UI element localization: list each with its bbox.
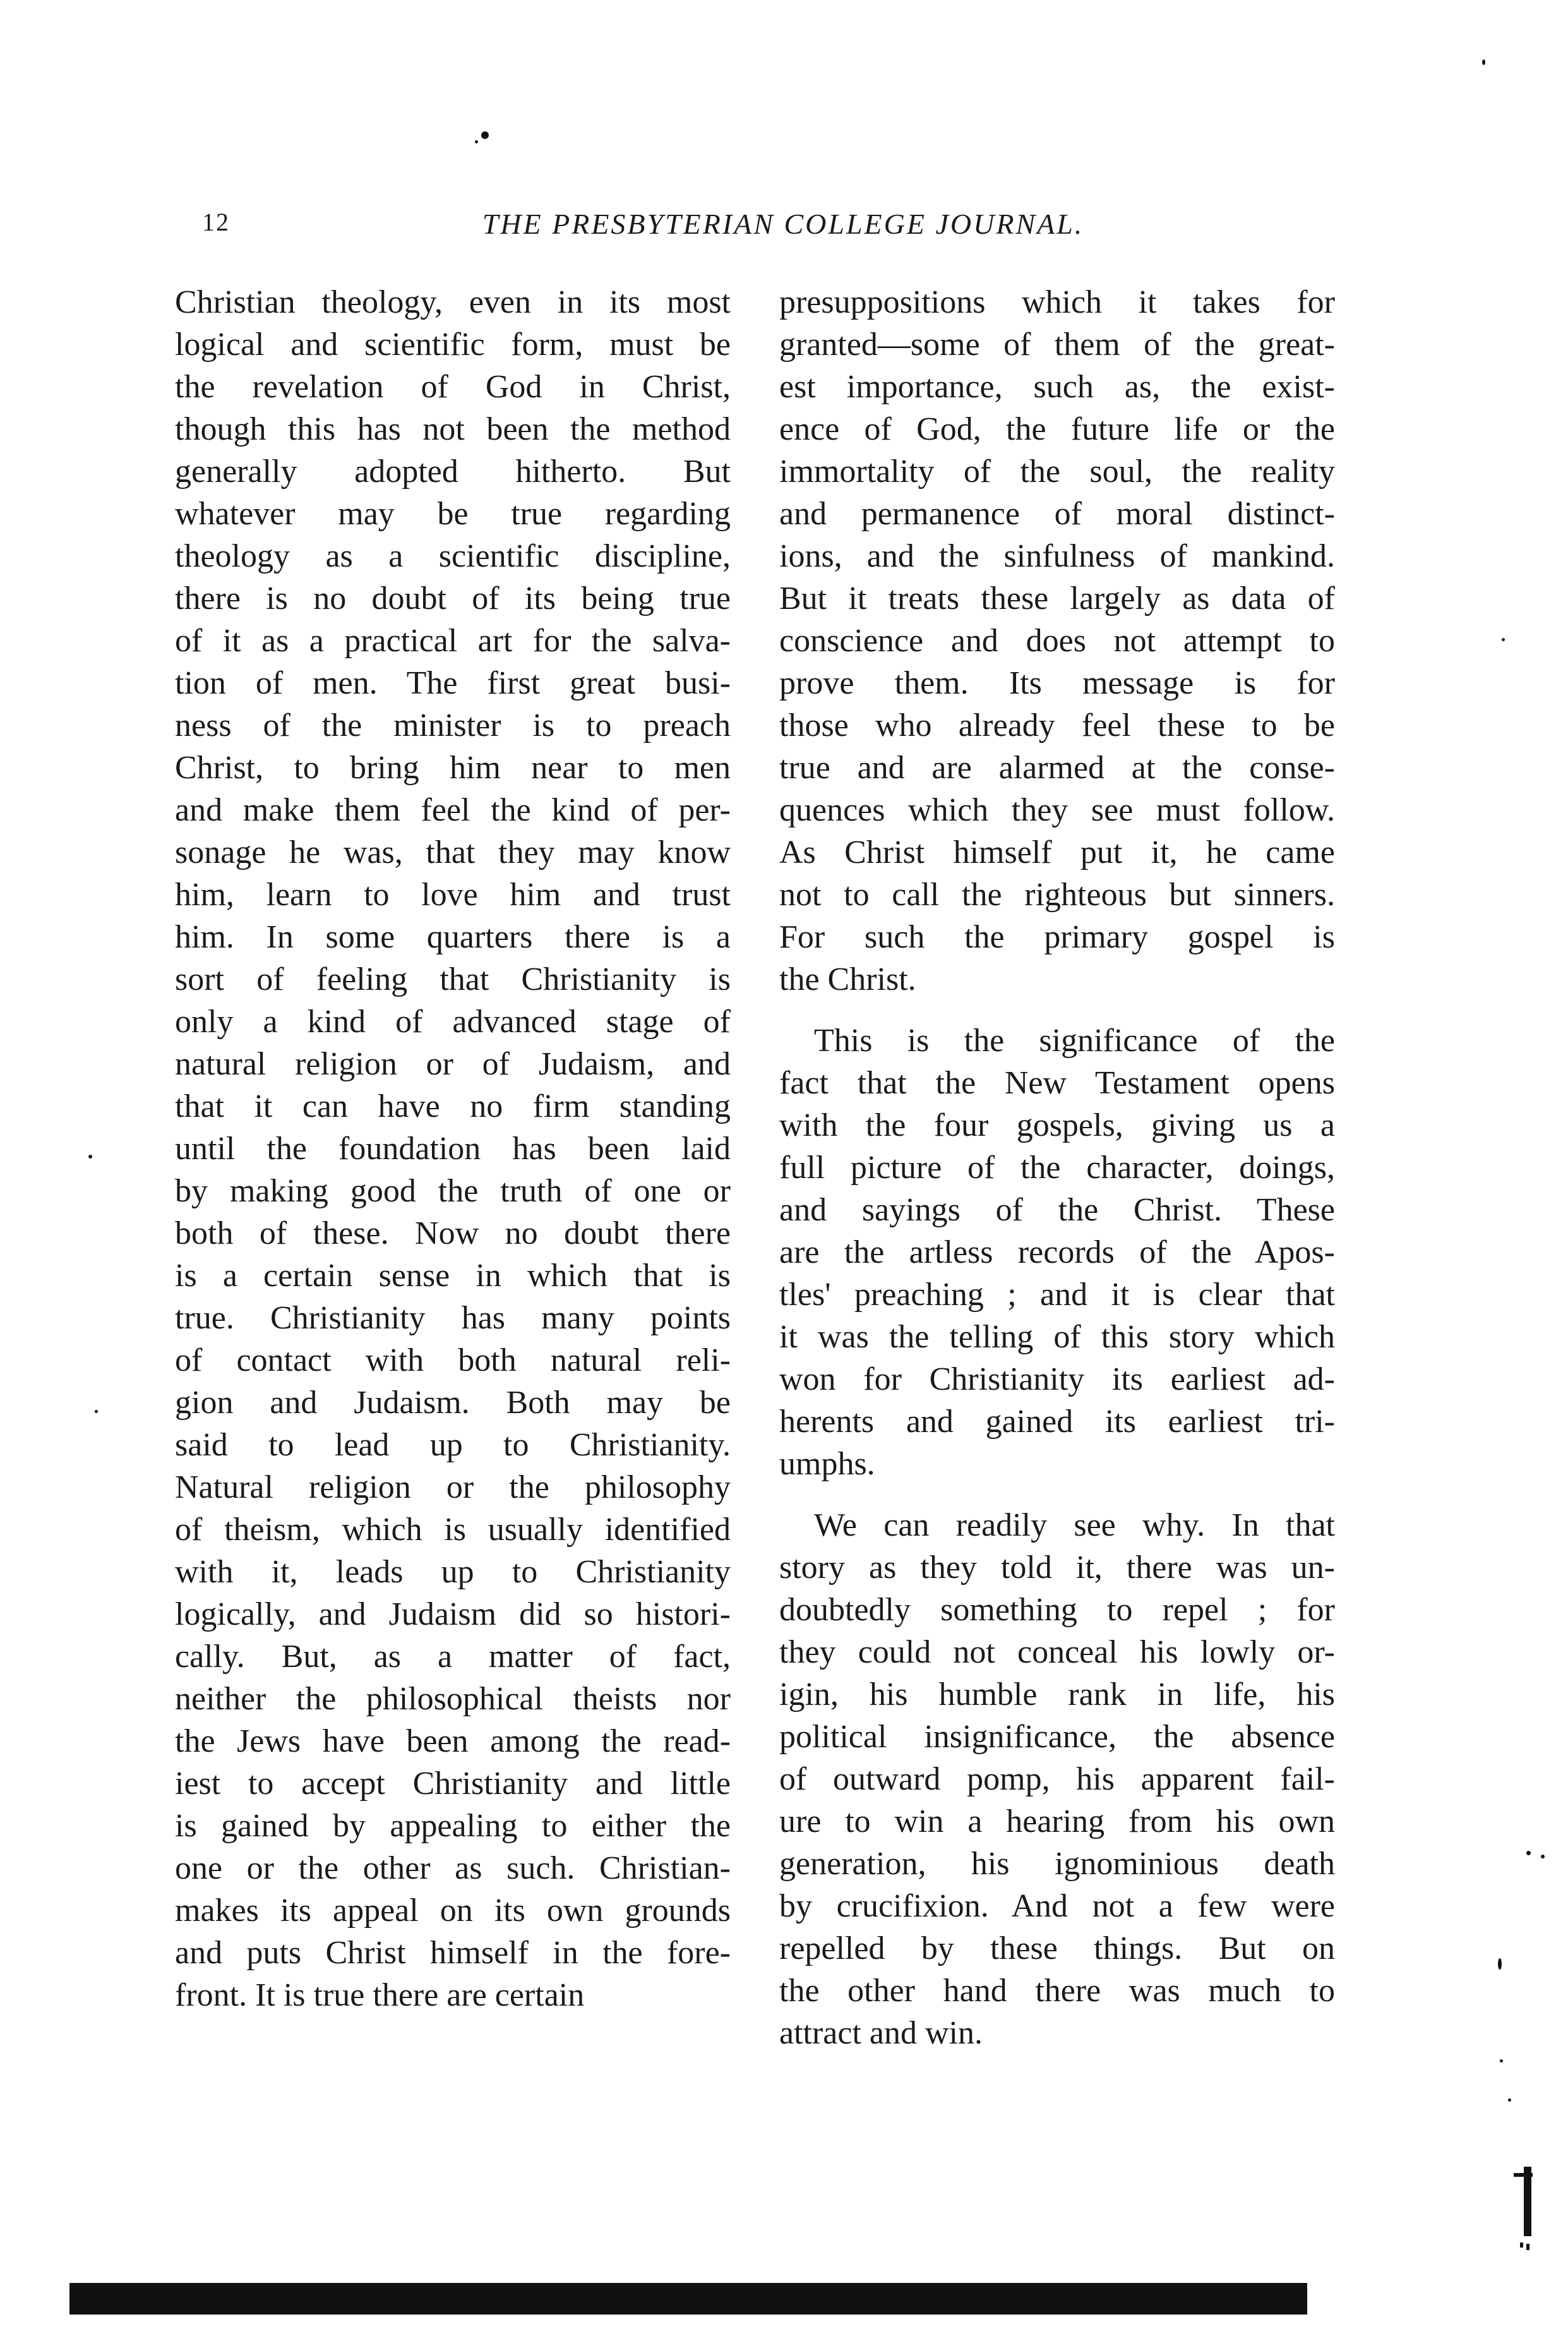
text-line: logical and scientific form, must be (175, 327, 731, 363)
text-line: that it can have no firm standing (175, 1088, 731, 1124)
text-line: is gained by appealing to either the (175, 1808, 731, 1844)
text-line: tles' preaching ; and it is clear that (779, 1277, 1335, 1313)
text-line: said to lead up to Christianity. (175, 1427, 731, 1463)
text-line: him. In some quarters there is a (175, 919, 731, 955)
text-line: As Christ himself put it, he came (779, 834, 1335, 870)
text-line: it was the telling of this story which (779, 1319, 1335, 1355)
text-line: Christian theology, even in its most (175, 284, 731, 320)
text-line: political insignificance, the absence (779, 1719, 1335, 1755)
text-line: repelled by these things. But on (779, 1930, 1335, 1966)
paragraph (779, 281, 1335, 1001)
ink-speck (1526, 1851, 1531, 1855)
text-line: theology as a scientific discipline, (175, 538, 731, 574)
paragraph (175, 281, 731, 2016)
text-line: gion and Judaism. Both may be (175, 1385, 731, 1421)
left-column (175, 281, 731, 2016)
text-line: iest to accept Christianity and little (175, 1766, 731, 1802)
text-line: they could not conceal his lowly or- (779, 1634, 1335, 1670)
text-line: We can readily see why. In that (814, 1507, 1335, 1543)
text-line: For such the primary gospel is (779, 919, 1335, 955)
text-line: attract and win. (779, 2015, 983, 2051)
text-line: prove them. Its message is for (779, 665, 1335, 701)
text-line: granted—some of them of the great- (779, 327, 1335, 363)
text-line: ness of the minister is to preach (175, 707, 731, 744)
text-line: logically, and Judaism did so histori- (175, 1596, 731, 1632)
text-line: and make them feel the kind of per- (175, 792, 731, 828)
text-line: generally adopted hitherto. But (175, 454, 731, 490)
right-column (779, 281, 1335, 2054)
text-line: full picture of the character, doings, (779, 1150, 1335, 1186)
text-line: of theism, which is usually identified (175, 1512, 731, 1548)
text-line: though this has not been the method (175, 411, 731, 447)
text-line: by making good the truth of one or (175, 1173, 731, 1209)
paragraph-gap (779, 1485, 1335, 1504)
text-line: won for Christianity its earliest ad- (779, 1361, 1335, 1397)
text-line: by crucifixion. And not a few were (779, 1888, 1335, 1924)
text-line: sonage he was, that they may know (175, 834, 731, 870)
paragraph (779, 1020, 1335, 1485)
page-number: 12 (202, 208, 230, 236)
text-line: But it treats these largely as data of (779, 581, 1335, 617)
text-line: until the foundation has been laid (175, 1131, 731, 1167)
text-line: of contact with both natural reli- (175, 1342, 731, 1378)
text-line: umphs. (779, 1446, 875, 1482)
text-line: natural religion or of Judaism, and (175, 1046, 731, 1082)
text-line: him, learn to love him and trust (175, 877, 731, 913)
text-line: neither the philosophical theists nor (175, 1681, 731, 1717)
text-line: herents and gained its earliest tri- (779, 1404, 1335, 1440)
text-line: the other hand there was much to (779, 1973, 1335, 2009)
text-line: are the artless records of the Apos- (779, 1234, 1335, 1270)
ink-speck (1498, 1958, 1502, 1970)
text-line: ions, and the sinfulness of mankind. (779, 538, 1335, 574)
ink-speck (1500, 2059, 1503, 2062)
ink-speck (1502, 638, 1505, 641)
text-line: ence of God, the future life or the (779, 411, 1335, 447)
paragraph-gap (779, 1001, 1335, 1020)
text-line: with the four gospels, giving us a (779, 1107, 1335, 1143)
text-line: cally. But, as a matter of fact, (175, 1639, 731, 1675)
text-line: generation, his ignominious death (779, 1846, 1335, 1882)
text-line: igin, his humble rank in life, his (779, 1677, 1335, 1713)
ink-speck (88, 1155, 92, 1159)
text-line: doubtedly something to repel ; for (779, 1592, 1335, 1628)
ink-speck (1541, 1855, 1545, 1858)
text-line: fact that the New Testament opens (779, 1065, 1335, 1101)
ink-speck (1508, 2098, 1511, 2102)
text-line: only a kind of advanced stage of (175, 1004, 731, 1040)
text-line: ure to win a hearing from his own (779, 1803, 1335, 1839)
scan-mark (1512, 2160, 1538, 2255)
text-line: both of these. Now no doubt there (175, 1215, 731, 1251)
text-line: the Christ. (779, 961, 916, 997)
scan-edge-bar (69, 2283, 1307, 2315)
text-line: and puts Christ himself in the fore- (175, 1935, 731, 1971)
text-line: presuppositions which it takes for (779, 284, 1335, 320)
text-line: Natural religion or the philosophy (175, 1469, 731, 1505)
ink-speck (475, 140, 478, 143)
text-line: is a certain sense in which that is (175, 1258, 731, 1294)
paragraph (779, 1504, 1335, 2054)
running-header (0, 207, 1568, 245)
text-line: and sayings of the Christ. These (779, 1192, 1335, 1228)
text-line: the Jews have been among the read- (175, 1723, 731, 1759)
text-line: story as they told it, there was un- (779, 1550, 1335, 1586)
text-line: whatever may be true regarding (175, 496, 731, 532)
text-line: Christ, to bring him near to men (175, 750, 731, 786)
text-line: This is the significance of the (814, 1023, 1335, 1059)
ink-speck (481, 131, 489, 139)
text-line: quences which they see must follow. (779, 792, 1335, 828)
ink-speck (95, 1410, 98, 1413)
running-title: THE PRESBYTERIAN COLLEGE JOURNAL. (482, 208, 1084, 240)
text-line: one or the other as such. Christian- (175, 1850, 731, 1886)
text-line: true. Christianity has many points (175, 1300, 731, 1336)
text-line: of it as a practical art for the salva- (175, 623, 731, 659)
text-line: those who already feel these to be (779, 707, 1335, 744)
text-line: conscience and does not attempt to (779, 623, 1335, 659)
text-line: est importance, such as, the exist- (779, 369, 1335, 405)
text-line: with it, leads up to Christianity (175, 1554, 731, 1590)
text-line: tion of men. The first great busi- (175, 665, 731, 701)
text-line: there is no doubt of its being true (175, 581, 731, 617)
text-line: not to call the righteous but sinners. (779, 877, 1335, 913)
text-line: front. It is true there are certain (175, 1977, 585, 2013)
text-line: sort of feeling that Christianity is (175, 961, 731, 997)
text-line: and permanence of moral distinct- (779, 496, 1335, 532)
text-line: immortality of the soul, the reality (779, 454, 1335, 490)
text-line: of outward pomp, his apparent fail- (779, 1761, 1335, 1797)
text-line: makes its appeal on its own grounds (175, 1893, 731, 1929)
text-line: the revelation of God in Christ, (175, 369, 731, 405)
text-line: true and are alarmed at the conse- (779, 750, 1335, 786)
ink-speck (1482, 59, 1485, 65)
